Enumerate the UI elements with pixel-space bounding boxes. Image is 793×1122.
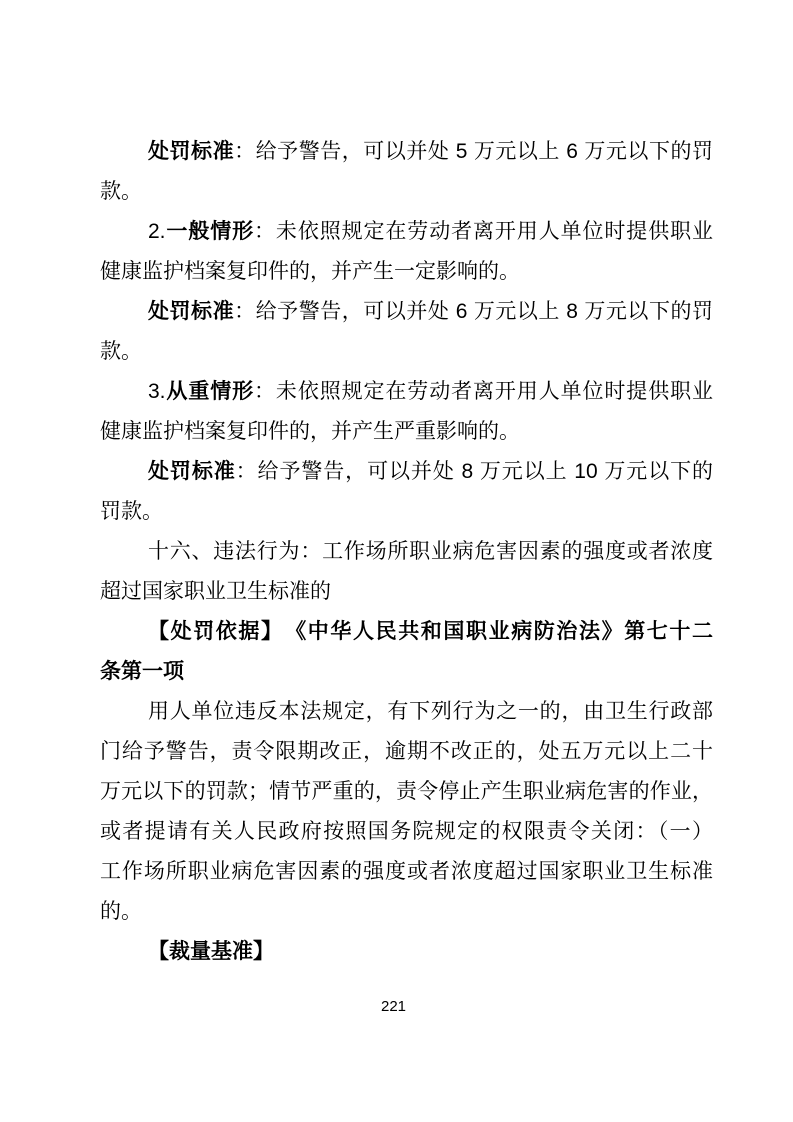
text-segment: 用人单位违反本法规定，有下列行为之一的，由卫生行政部: [148, 700, 713, 723]
text-line: [100, 212, 713, 252]
text-line: [100, 412, 713, 452]
text-segment: 款。: [100, 340, 142, 363]
text-line: [100, 652, 713, 692]
text-segment: 健康监护档案复印件的，并产生一定影响的。: [100, 260, 520, 283]
text-segment: 的。: [100, 900, 142, 923]
text-line: [100, 612, 713, 652]
bold-text-segment: 【处罚依据】 《中华人民共和国职业病防治法》第七十二: [148, 620, 713, 643]
text-line: [100, 372, 713, 412]
text-segment: 罚款。: [100, 500, 163, 523]
text-segment: 2.: [148, 220, 166, 243]
text-segment: ：未依照规定在劳动者离开用人单位时提供职业: [254, 380, 714, 403]
text-segment: ：给予警告，可以并处 5 万元以上 6 万元以下的罚: [234, 140, 713, 163]
text-segment: 3.: [148, 380, 166, 403]
text-line: [100, 732, 713, 772]
text-line: [100, 892, 713, 932]
text-line: [100, 172, 713, 212]
text-line: [100, 292, 713, 332]
text-line: [100, 812, 713, 852]
document-body: [100, 132, 713, 972]
text-segment: 门给予警告，责令限期改正，逾期不改正的，处五万元以上二十: [100, 740, 713, 763]
bold-text-segment: 从重情形: [165, 380, 255, 403]
text-segment: 十六、违法行为：工作场所职业病危害因素的强度或者浓度: [148, 540, 713, 563]
text-line: [100, 772, 713, 812]
bold-text-segment: 处罚标准: [148, 300, 235, 323]
text-line: [100, 452, 713, 492]
text-line: [100, 252, 713, 292]
text-segment: 万元以下的罚款；情节严重的，责令停止产生职业病危害的作业，: [100, 780, 713, 803]
bold-text-segment: 处罚标准: [148, 140, 235, 163]
page-footer: [0, 997, 787, 1017]
text-segment: 超过国家职业卫生标准的: [100, 580, 331, 603]
text-segment: 或者提请有关人民政府按照国务院规定的权限责令关闭：（一）: [100, 820, 713, 843]
text-segment: 健康监护档案复印件的，并产生严重影响的。: [100, 420, 520, 443]
text-line: [100, 532, 713, 572]
text-segment: ：给予警告，可以并处 6 万元以上 8 万元以下的罚: [234, 300, 713, 323]
bold-text-segment: 处罚标准: [148, 460, 236, 483]
bold-text-segment: 【裁量基准】: [148, 940, 274, 963]
text-line: [100, 852, 713, 892]
text-line: [100, 692, 713, 732]
bold-text-segment: 一般情形: [165, 220, 255, 243]
text-segment: ：给予警告，可以并处 8 万元以上 10 万元以下的: [235, 460, 714, 483]
text-segment: 款。: [100, 180, 142, 203]
text-line: [100, 332, 713, 372]
text-line: [100, 492, 713, 532]
text-line: [100, 932, 713, 972]
text-segment: 工作场所职业病危害因素的强度或者浓度超过国家职业卫生标准: [100, 860, 713, 883]
bold-text-segment: 条第一项: [100, 660, 184, 683]
page-number: 221: [380, 998, 407, 1015]
text-line: [100, 132, 713, 172]
text-segment: ：未依照规定在劳动者离开用人单位时提供职业: [254, 220, 714, 243]
text-line: [100, 572, 713, 612]
